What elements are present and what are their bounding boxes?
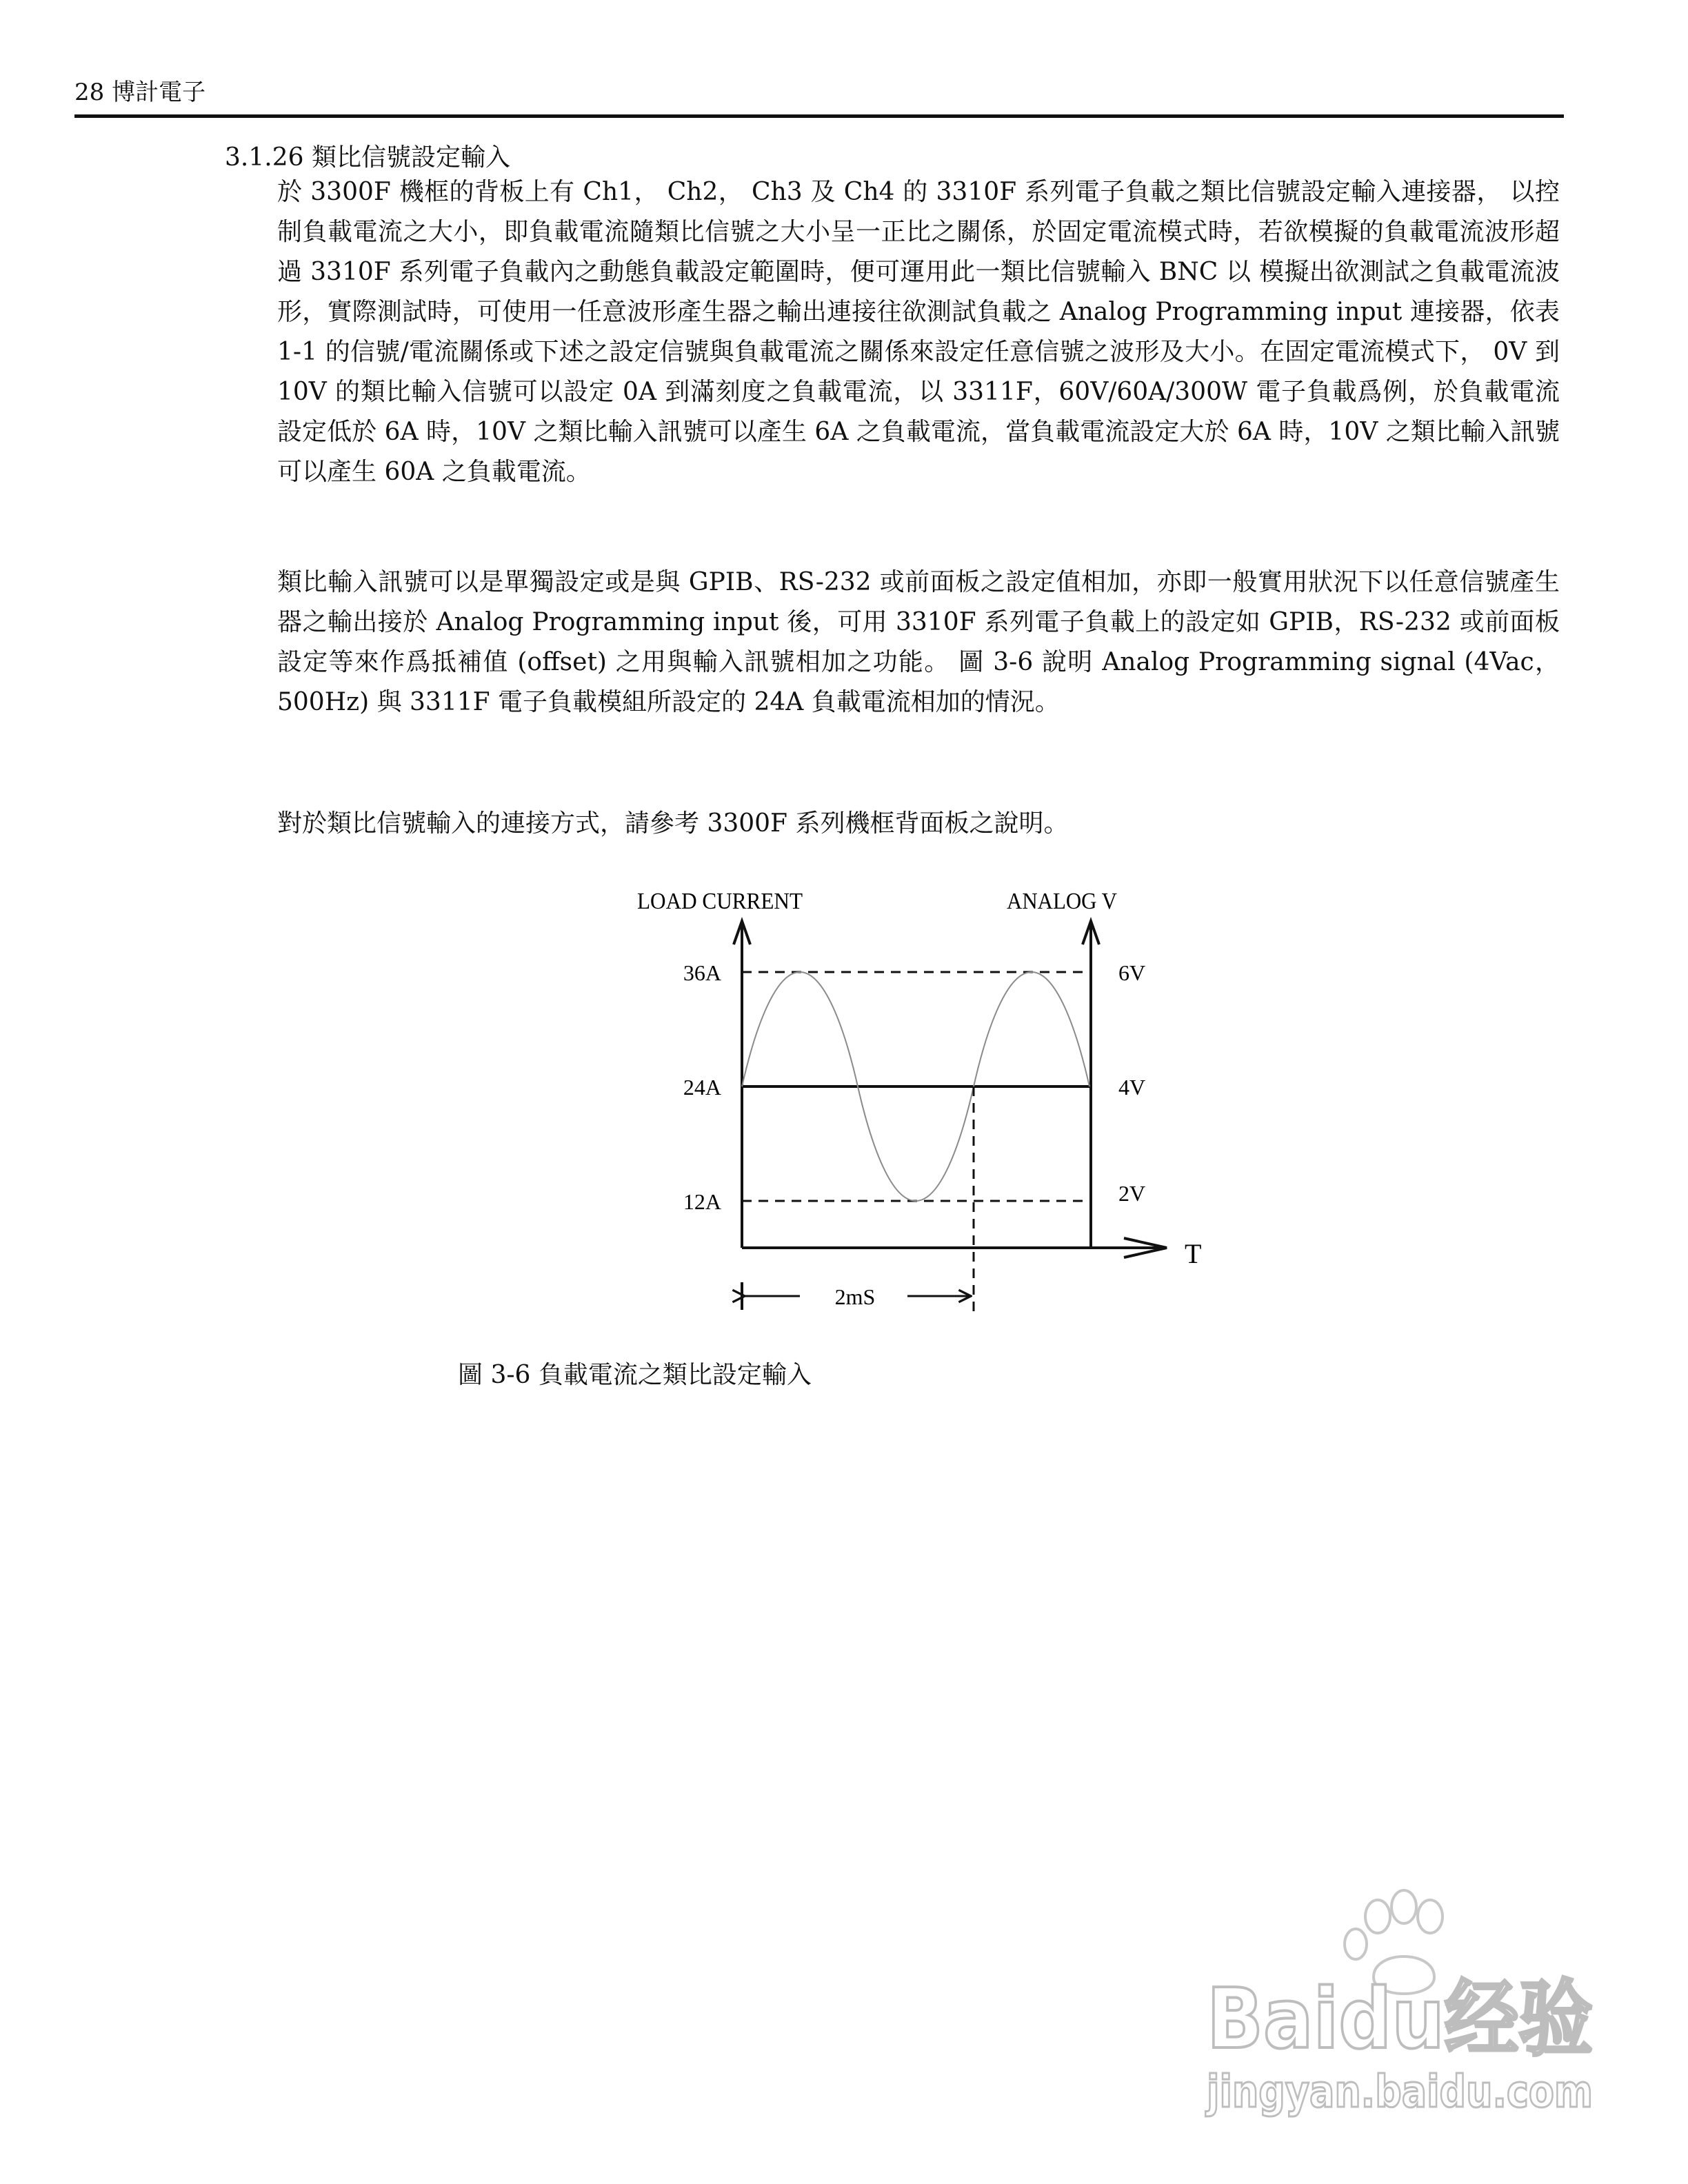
right-tick-4v: 4V (1118, 1075, 1146, 1100)
right-axis-label: ANALOG V (1007, 889, 1118, 914)
section-heading (225, 142, 510, 174)
page-number: 28 (74, 79, 105, 106)
paragraph-connection: 對於類比信號輸入的連接方式，請參考 3300F 系列機框背面板之說明。 (277, 809, 1069, 838)
right-tick-2v: 2V (1118, 1181, 1146, 1206)
left-tick-36a: 36A (683, 960, 721, 985)
header-rule (74, 114, 1564, 118)
watermark-graphic (1193, 1889, 1607, 2116)
paragraph-offset: 類比輸入訊號可以是單獨設定或是與 GPIB、RS-232 或前面板之設定值相加，亦即一般實用狀況下以任意信號產生器之輸出接於 Analog Programming input 後，可用 3310F 系列電子負載上的設定如 GPIB，RS-232 或前面板設定等來作爲抵補值 (offset) 之用與輸入訊號相加之功能。 圖 3-6 說明 Analog Programming signal (4Vac，500Hz) 與 3311F 電子負載模組所設定的 24A 負載電流相加的情況。 (277, 568, 1560, 716)
figure-caption: 圖 3-6 負載電流之類比設定輸入 (458, 1361, 812, 1389)
left-tick-12a: 12A (683, 1189, 721, 1214)
period-label: 2mS (834, 1284, 876, 1309)
left-tick-24a: 24A (683, 1075, 721, 1100)
company-name: 博計電子 (112, 79, 206, 106)
section-title: 類比信號設定輸入 (311, 143, 510, 172)
load-current-figure (621, 869, 1227, 1337)
section-number: 3.1.26 (225, 143, 304, 172)
time-axis-label: T (1185, 1238, 1202, 1269)
watermark-brand: Baidu经验 (1207, 1972, 1593, 2067)
left-axis-label: LOAD CURRENT (637, 889, 803, 914)
right-tick-6v: 6V (1118, 960, 1146, 985)
paragraph-analog-input: 於 3300F 機框的背板上有 Ch1， Ch2， Ch3 及 Ch4 的 3310F 系列電子負載之類比信號設定輸入連接器， 以控制負載電流之大小，即負載電流隨類比信號之大小呈一正比之關係，於固定電流模式時，若欲模擬的負載電流波形超過 3310F 系列電子負載內之動態負載設定範圍時，便可運用此一類比信號輸入 BNC 以 模擬出欲測試之負載電流波形，實際測試時，可使用一任意波形產生器之輸出連接往欲測試負載之 Analog Programming input 連接器，依表 1-1 的信號/電流關係或下述之設定信號與負載電流之關係來設定任意信號之波形及大小。在固定電流模式下， 0V 到 10V 的類比輸入信號可以設定 0A 到滿刻度之負載電流，以 3311F，60V/60A/300W 電子負載爲例，於負載電流設定低於 6A 時，10V 之類比輸入訊號可以產生 6A 之負載電流，當負載電流設定大於 6A 時，10V 之類比輸入訊號可以產生 60A 之負載電流。 (277, 178, 1560, 486)
waveform-diagram (621, 869, 1227, 1337)
watermark-url: jingyan.baidu.com (1205, 2067, 1593, 2118)
page-header (74, 77, 1564, 108)
baidu-watermark (1193, 1889, 1607, 2116)
